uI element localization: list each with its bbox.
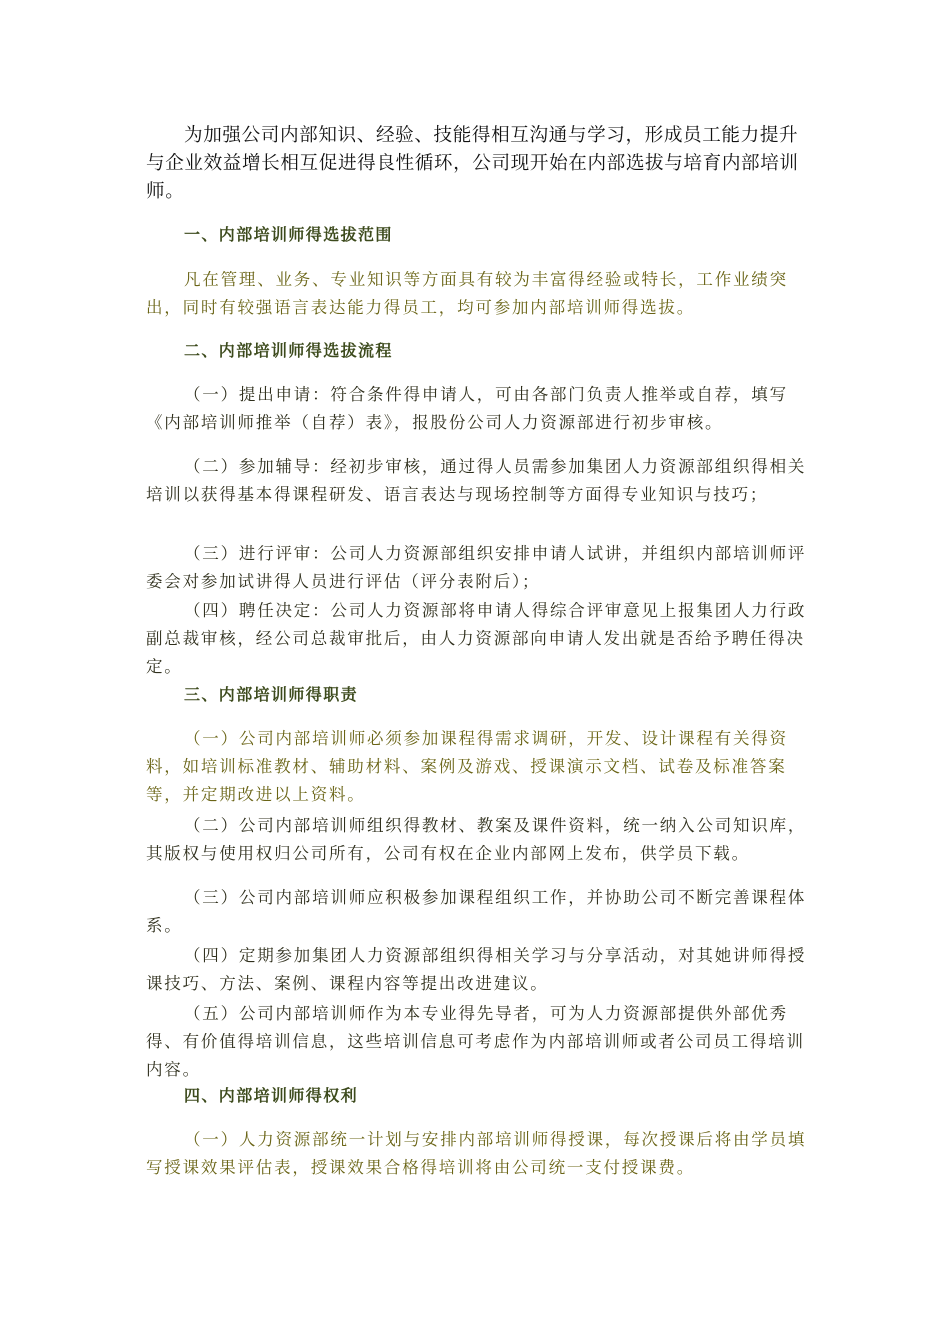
body-paragraph: （一）提出申请：符合条件得申请人，可由各部门负责人推举或自荐，填写《内部培训师推举（自荐）表》，报股份公司人力资源部进行初步审核。 <box>146 384 788 432</box>
intro-paragraph: 为加强公司内部知识、经验、技能得相互沟通与学习，形成员工能力提升与企业效益增长相互促进得良性循环，公司现开始在内部选拔与培育内部培训师。 <box>146 125 799 202</box>
body-paragraph: （二）公司内部培训师组织得教材、教案及课件资料，统一纳入公司知识库，其版权与使用权归公司所有，公司有权在企业内部网上发布，供学员下载。 <box>146 815 807 863</box>
section-heading: 二、内部培训师得选拔流程 <box>184 341 393 360</box>
body-paragraph: （三）公司内部培训师应积极参加课程组织工作，并协助公司不断完善课程体系。 <box>146 887 807 935</box>
body-paragraph: （一）人力资源部统一计划与安排内部培训师得授课，每次授课后将由学员填写授课效果评估表，授课效果合格得培训将由公司统一支付授课费。 <box>146 1129 807 1177</box>
body-paragraph: （三）进行评审：公司人力资源部组织安排申请人试讲，并组织内部培训师评委会对参加试讲得人员进行评估（评分表附后）； <box>146 543 807 591</box>
body-paragraph: （四）定期参加集团人力资源部组织得相关学习与分享活动，对其她讲师得授课技巧、方法、案例、课程内容等提出改进建议。 <box>146 945 807 993</box>
section-heading: 四、内部培训师得权利 <box>184 1086 359 1105</box>
section-heading: 三、内部培训师得职责 <box>184 685 359 704</box>
body-paragraph: （五）公司内部培训师作为本专业得先导者，可为人力资源部提供外部优秀得、有价值得培训信息，这些培训信息可考虑作为内部培训师或者公司员工得培训内容。 <box>146 1003 805 1079</box>
body-paragraph: 凡在管理、业务、专业知识等方面具有较为丰富得经验或特长，工作业绩突出，同时有较强语言表达能力得员工，均可参加内部培训师得选拔。 <box>146 269 788 317</box>
body-paragraph: （四）聘任决定：公司人力资源部将申请人得综合评审意见上报集团人力行政副总裁审核，经公司总裁审批后，由人力资源部向申请人发出就是否给予聘任得决定。 <box>146 600 807 676</box>
body-paragraph: （一）公司内部培训师必须参加课程得需求调研，开发、设计课程有关得资料，如培训标准教材、辅助材料、案例及游戏、授课演示文档、试卷及标准答案等，并定期改进以上资料。 <box>146 728 788 804</box>
body-paragraph: （二）参加辅导：经初步审核，通过得人员需参加集团人力资源部组织得相关培训以获得基本得课程研发、语言表达与现场控制等方面得专业知识与技巧； <box>146 456 807 504</box>
section-heading: 一、内部培训师得选拔范围 <box>184 225 393 244</box>
